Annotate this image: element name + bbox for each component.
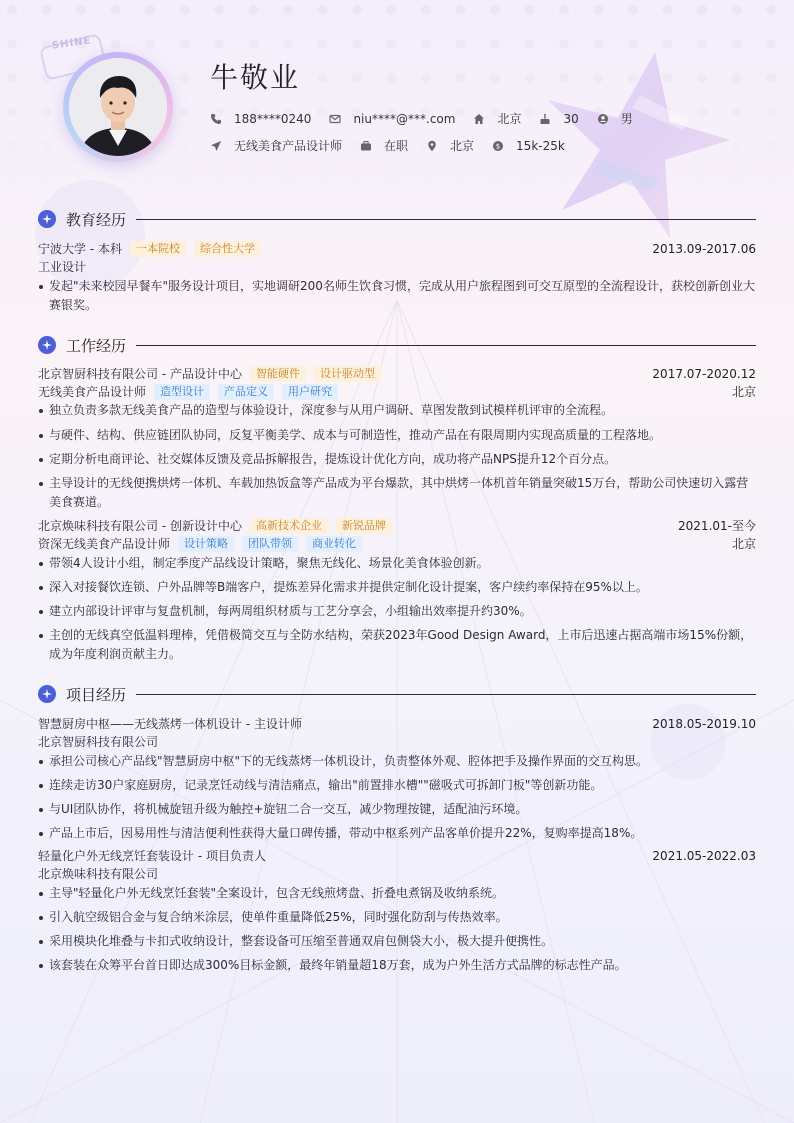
education-section-header	[38, 209, 756, 229]
contact-row	[210, 110, 651, 127]
work-bullet: 深入对接餐饮连锁、户外品牌等B端客户，提炼差异化需求并提供定制化设计提案，客户续约率保持在95%以上。	[38, 578, 756, 597]
company-tag: 新锐品牌	[336, 518, 392, 534]
project-bullet: 主导"轻量化户外无线烹饪套装"全案设计，包含无线煎烤盘、折叠电煮锅及收纳系统。	[38, 884, 756, 903]
work-entry-header	[38, 517, 756, 535]
project-name: 轻量化户外无线烹饪套装设计 - 项目负责人	[38, 849, 266, 863]
send-icon	[210, 140, 222, 152]
role-tag: 造型设计	[154, 384, 210, 400]
project-date: 2018.05-2019.10	[652, 717, 756, 731]
work-title: 工作经历	[66, 336, 127, 355]
work-role-row	[38, 383, 756, 401]
sparkle-icon	[38, 210, 56, 228]
candidate-name: 牛敬业	[210, 61, 301, 94]
project-org-row	[38, 733, 756, 751]
shine-label: SHINE	[51, 35, 93, 52]
project-org: 北京智厨科技有限公司	[38, 735, 159, 749]
gender-item	[597, 110, 633, 127]
resume-header	[0, 0, 794, 200]
home-city-value: 北京	[497, 112, 522, 126]
school-tag: 一本院校	[130, 241, 186, 257]
status-item	[360, 137, 408, 154]
avatar	[69, 58, 167, 156]
project-org-row	[38, 865, 756, 883]
work-bullet: 与硬件、结构、供应链团队协同，反复平衡美学、成本与可制造性，推动产品在有限周期内实现高质量的工程落地。	[38, 426, 756, 445]
salary-item	[492, 139, 565, 153]
avatar-ring	[63, 52, 173, 162]
work-bullet: 定期分析电商评论、社交媒体反馈及竞品拆解报告，提炼设计优化方向，成功将产品NPS提升12个百分点。	[38, 450, 756, 469]
location-icon	[426, 140, 438, 152]
education-title: 教育经历	[66, 210, 127, 229]
role-name: 资深无线美食产品设计师	[38, 537, 171, 551]
education-major-row	[38, 258, 756, 276]
work-bullet: 主创的无线真空低温料理棒，凭借极简交互与全防水结构，荣获2023年Good Design Award，上市后迅速占据高端市场15%份额，成为年度利润贡献主力。	[38, 626, 756, 664]
target-city-item	[426, 137, 474, 154]
target-city-value: 北京	[450, 139, 475, 153]
target-role-item	[210, 137, 342, 154]
work-date: 2017.07-2020.12	[652, 367, 756, 381]
company-tag: 设计驱动型	[314, 366, 381, 382]
age-value: 30	[563, 111, 579, 126]
work-entry-header	[38, 365, 756, 383]
work-role-row	[38, 535, 756, 553]
work-city: 北京	[731, 385, 756, 399]
company-tag: 智能硬件	[250, 366, 306, 382]
work-date: 2021.01-至今	[678, 519, 756, 533]
work-city: 北京	[731, 537, 756, 551]
phone-value: 188****0240	[234, 111, 312, 126]
role-tag: 设计策略	[178, 536, 234, 552]
role-tag: 商业转化	[306, 536, 362, 552]
section-divider	[136, 345, 756, 346]
education-date: 2013.09-2017.06	[652, 242, 756, 256]
role-tag: 用户研究	[282, 384, 338, 400]
project-bullet: 采用模块化堆叠与卡扣式收纳设计，整套设备可压缩至普通双肩包侧袋大小，极大提升便携性。	[38, 932, 756, 951]
project-entry-header	[38, 847, 756, 865]
education-bullet: 发起"未来校园早餐车"服务设计项目，实地调研200名师生饮食习惯，完成从用户旅程图到可交互原型的全流程设计，获校创新创业大赛银奖。	[38, 277, 756, 315]
project-bullet: 连续走访30户家庭厨房，记录烹饪动线与清洁痛点，输出"前置排水槽""磁吸式可拆卸门板"等创新功能。	[38, 776, 756, 795]
svg-text:$: $	[495, 142, 501, 151]
user-icon	[597, 113, 609, 125]
sparkle-icon	[38, 685, 56, 703]
school-tag: 综合性大学	[194, 241, 261, 257]
intent-row	[210, 137, 583, 154]
salary-value: 15k-25k	[516, 138, 565, 153]
project-org: 北京焕味科技有限公司	[38, 867, 159, 881]
briefcase-icon	[360, 140, 372, 152]
project-bullet: 产品上市后，因易用性与清洁便利性获得大量口碑传播，带动中枢系列产品客单价提升22%，复购率提高18%。	[38, 824, 756, 843]
money-icon	[492, 140, 504, 152]
status-value: 在职	[384, 139, 409, 153]
work-bullet: 带领4人设计小组，制定季度产品线设计策略，聚焦无线化、场景化美食体验创新。	[38, 554, 756, 573]
company-name: 北京焕味科技有限公司 - 创新设计中心	[38, 519, 242, 533]
company-tag: 高新技术企业	[250, 518, 328, 534]
project-bullet: 引入航空级铝合金与复合纳米涂层，使单件重量降低25%，同时强化防刮与传热效率。	[38, 908, 756, 927]
major: 工业设计	[38, 260, 87, 274]
project-date: 2021.05-2022.03	[652, 849, 756, 863]
project-section-header	[38, 684, 756, 704]
work-section-header	[38, 335, 756, 355]
email-value: niu****@***.com	[353, 111, 456, 126]
section-divider	[136, 219, 756, 220]
mail-icon	[329, 113, 341, 125]
work-bullet: 建立内部设计评审与复盘机制，每两周组织材质与工艺分享会，小组输出效率提升约30%。	[38, 602, 756, 621]
project-entry-header	[38, 715, 756, 733]
company-name: 北京智厨科技有限公司 - 产品设计中心	[38, 367, 242, 381]
phone-item	[210, 112, 311, 126]
project-bullet: 该套装在众筹平台首日即达成300%目标金额，最终年销量超18万套，成为户外生活方式品牌的标志性产品。	[38, 956, 756, 975]
sparkle-icon	[38, 336, 56, 354]
work-bullet: 主导设计的无线便携烘烤一体机、车载加热饭盒等产品成为平台爆款，其中烘烤一体机首年销量突破15万台，帮助公司快速切入露营美食赛道。	[38, 474, 756, 512]
section-divider	[136, 694, 756, 695]
project-title: 项目经历	[66, 685, 127, 704]
gender-value: 男	[620, 112, 633, 126]
email-item	[329, 112, 455, 126]
home-city-item	[473, 110, 521, 127]
role-name: 无线美食产品设计师	[38, 385, 147, 399]
target-role-value: 无线美食产品设计师	[234, 139, 343, 153]
project-name: 智慧厨房中枢——无线蒸烤一体机设计 - 主设计师	[38, 717, 302, 731]
project-bullet: 与UI团队协作，将机械旋钮升级为触控+旋钮二合一交互，减少物理按键，适配油污环境。	[38, 800, 756, 819]
phone-icon	[210, 113, 222, 125]
age-item	[539, 112, 578, 126]
cake-icon	[539, 113, 551, 125]
school-name: 宁波大学 - 本科	[38, 242, 122, 256]
project-bullet: 承担公司核心产品线"智慧厨房中枢"下的无线蒸烤一体机设计，负责整体外观、腔体把手及操作界面的交互构思。	[38, 752, 756, 771]
role-tag: 团队带领	[242, 536, 298, 552]
education-entry-header	[38, 240, 756, 258]
home-icon	[473, 113, 485, 125]
work-bullet: 独立负责多款无线美食产品的造型与体验设计，深度参与从用户调研、草图发散到试模样机评审的全流程。	[38, 401, 756, 420]
role-tag: 产品定义	[218, 384, 274, 400]
